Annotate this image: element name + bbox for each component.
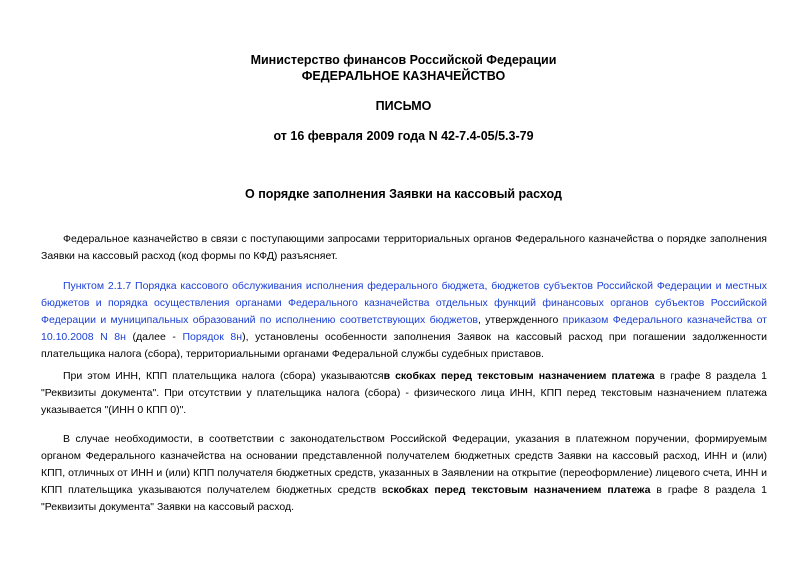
paragraph-4 bbox=[41, 431, 767, 516]
paragraph-2-text-2: (далее - bbox=[125, 331, 183, 343]
document-type: ПИСЬМО bbox=[375, 99, 432, 113]
paragraph-4-text-1: В случае необходимости, в соответствии с законодательством Российской Федерации, указания в платежном поручении, формируемым органом Федерального казначейства на основании представленной получателем бюджетных средств Заявки на кассовый расход, ИНН и (или) КПП, отличных от ИНН и (или) КПП получателя бюджетных средств, указанных в Заявлении на открытие (переоформление) лицевого счета, ИНН и КПП плательщика указываются получателем бюджетных средств в bbox=[41, 433, 767, 496]
document-subject: О порядке заполнения Заявки на кассовый расход bbox=[245, 187, 562, 201]
paragraph-4-bold: скобках перед текстовым назначением платежа bbox=[387, 484, 651, 496]
paragraph-2-text-3: ), установлены особенности заполнения Заявок на кассовый расход при погашении задолженности плательщика налога (сбора), территориальными органами Федеральной службы судебных приставов. bbox=[41, 331, 767, 360]
paragraph-3-text-1: При этом ИНН, КПП плательщика налога (сбора) указываются bbox=[63, 370, 384, 382]
link-prikaz-8n[interactable]: приказом Федерального казначейства от 10.10.2008 N 8н bbox=[41, 314, 767, 343]
paragraph-3-bold: в скобках перед текстовым назначением платежа bbox=[383, 370, 655, 382]
paragraph-3 bbox=[41, 368, 767, 419]
paragraph-2 bbox=[41, 278, 767, 363]
agency-title: ФЕДЕРАЛЬНОЕ КАЗНАЧЕЙСТВО bbox=[301, 69, 506, 83]
paragraph-4-text-2: в графе 8 раздела 1 "Реквизиты документа" Заявки на кассовый расход. bbox=[41, 484, 767, 513]
paragraph-3-text-2: в графе 8 раздела 1 "Реквизиты документа". При отсутствии у плательщика налога (сбора) - физического лица ИНН, КПП перед текстовым назначением платежа указывается "(ИНН 0 КПП 0)". bbox=[41, 370, 767, 416]
link-punkt-2-1-7[interactable]: Пунктом 2.1.7 Порядка кассового обслуживания исполнения федерального бюджета, бюджетов субъектов Российской Федерации и местных бюджетов и порядка осуществления органами Федерального казначейства отдельных функций финансовых органов субъектов Российской Федерации и муниципальных образований по исполнению соответствующих бюджетов bbox=[41, 280, 767, 326]
paragraph-2-text-1: , утвержденного bbox=[478, 314, 563, 326]
ministry-title: Министерство финансов Российской Федерации bbox=[250, 53, 557, 67]
paragraph-1: Федеральное казначейство в связи с поступающими запросами территориальных органов Федерального казначейства о порядке заполнения Заявки на кассовый расход (код формы по КФД) разъясняет. bbox=[41, 233, 767, 262]
document-date-number: от 16 февраля 2009 года N 42-7.4-05/5.3-79 bbox=[273, 129, 534, 143]
link-poryadok-8n[interactable]: Порядок 8н bbox=[182, 331, 243, 343]
